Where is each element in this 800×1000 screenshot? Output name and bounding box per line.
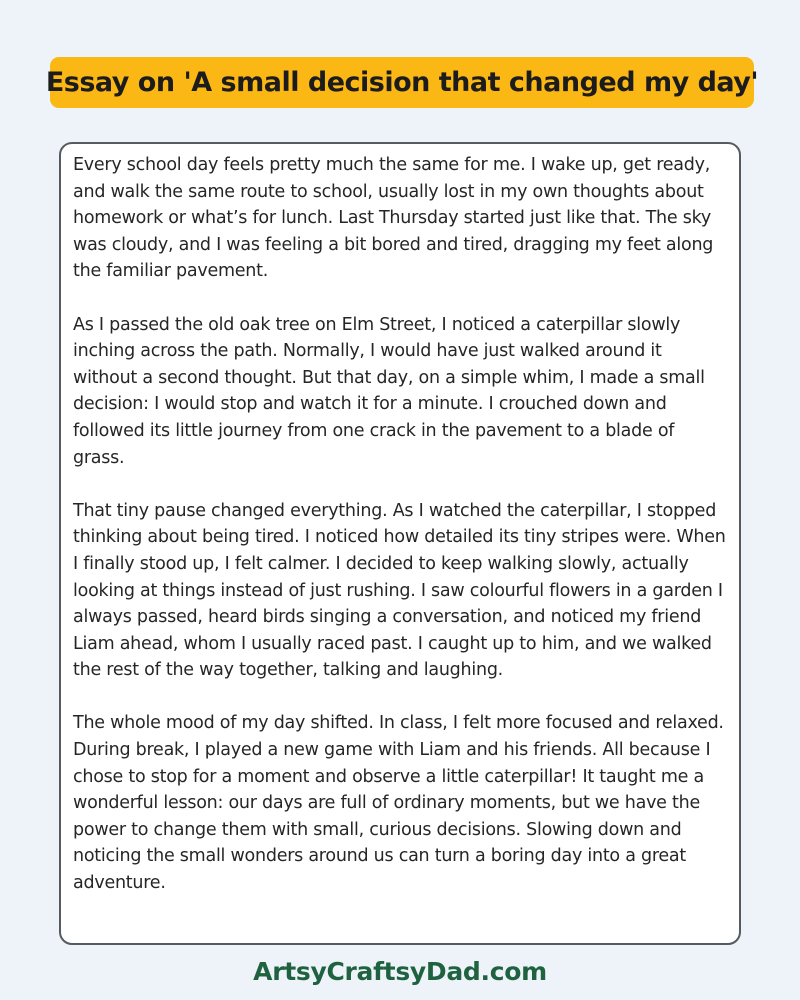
title-banner <box>45 57 759 108</box>
site-watermark: ArtsyCraftsyDad.com <box>253 957 547 986</box>
page-title: Essay on 'A small decision that changed my day' <box>45 67 759 98</box>
essay-paragraph-2: As I passed the old oak tree on Elm Street, I noticed a caterpillar slowly inching across the path. Normally, I would have just walked around it without a second thought. But that day, on a simple whim, I made a small decision: I would stop and watch it for a minute. I crouched down and followed its little journey from one crack in the pavement to a blade of grass. <box>73 314 705 468</box>
essay-card <box>59 142 741 945</box>
essay-paragraph-4: The whole mood of my day shifted. In class, I felt more focused and relaxed. During break, I played a new game with Liam and his friends. All because I chose to stop for a moment and observe a little caterpillar! It taught me a wonderful lesson: our days are full of ordinary moments, but we have the power to change them with small, curious decisions. Slowing down and noticing the small wonders around us can turn a boring day into a great adventure. <box>73 713 724 894</box>
essay-paragraph-3: That tiny pause changed everything. As I watched the caterpillar, I stopped thinking about being tired. I noticed how detailed its tiny stripes were. When I finally stood up, I felt calmer. I decided to keep walking slowly, actually looking at things instead of just rushing. I saw colourful flowers in a garden I always passed, heard birds singing a conversation, and noticed my friend Liam ahead, whom I usually raced past. I caught up to him, and we walked the rest of the way together, talking and laughing. <box>73 500 726 681</box>
essay-paragraph-1: Every school day feels pretty much the same for me. I wake up, get ready, and walk the same route to school, usually lost in my own thoughts about homework or what’s for lunch. Last Thursday started just like that. The sky was cloudy, and I was feeling a bit bored and tired, dragging my feet along the familiar pavement. <box>73 155 714 282</box>
